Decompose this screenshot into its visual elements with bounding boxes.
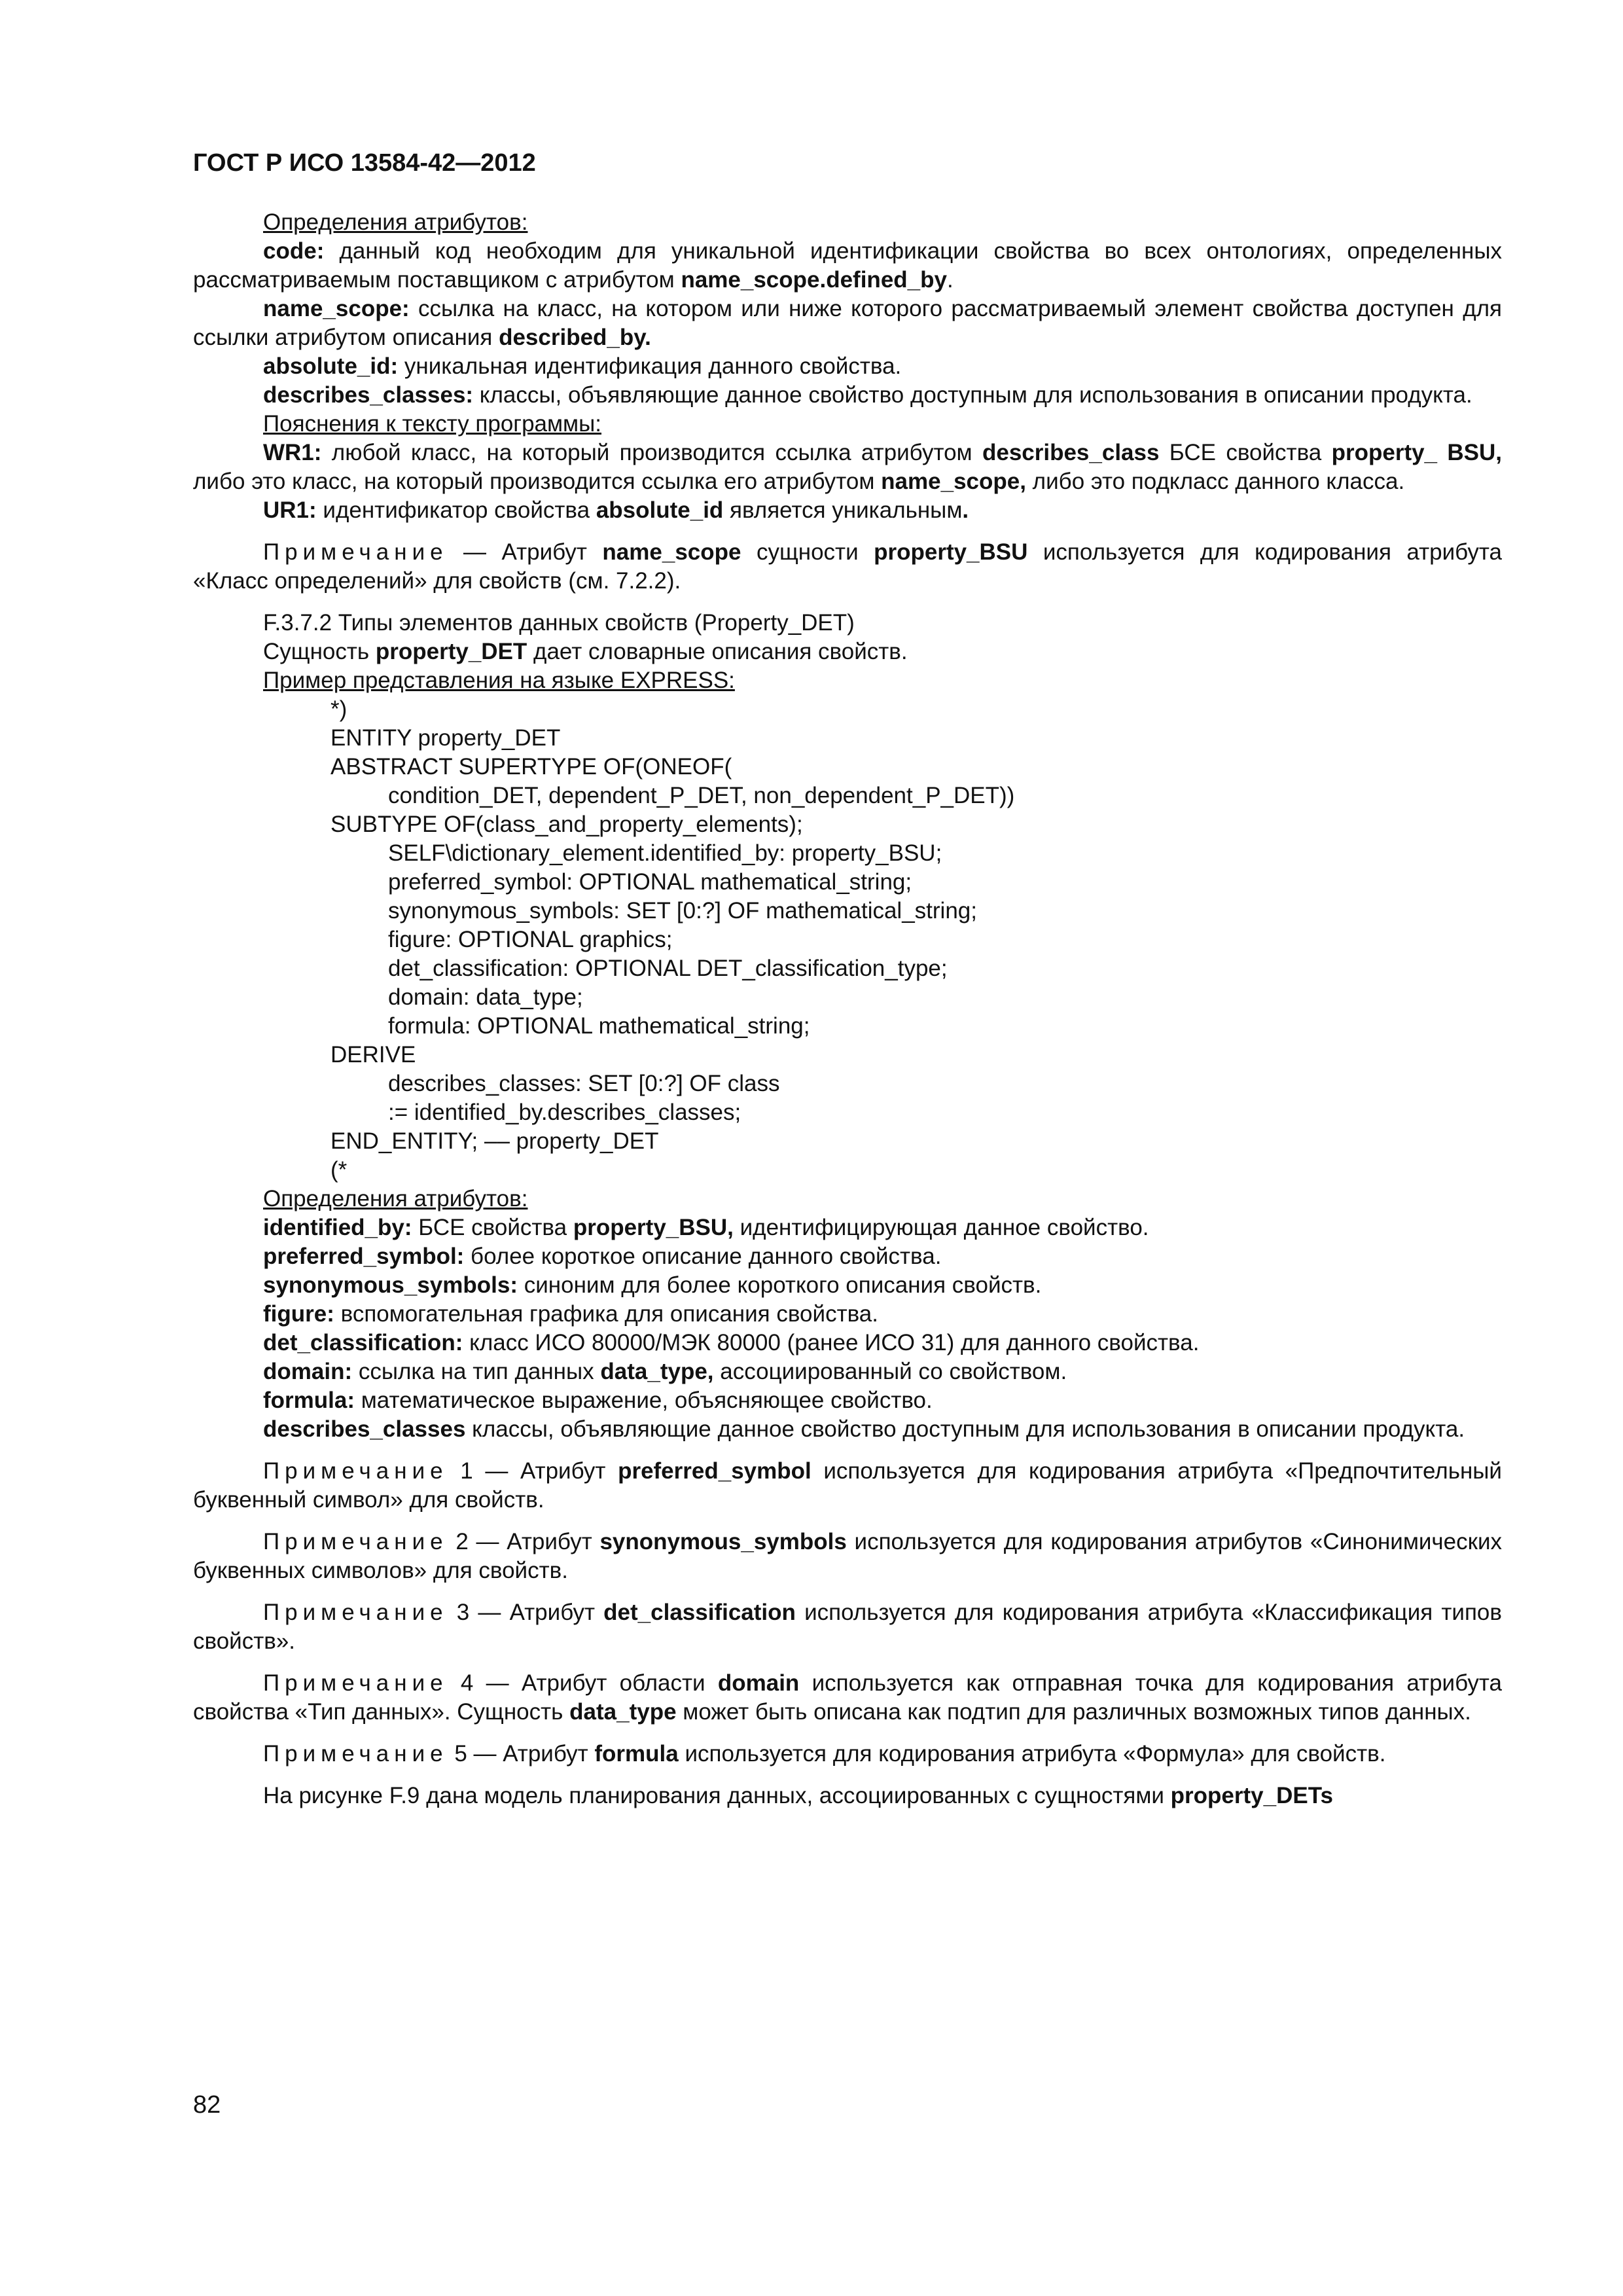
n5-b: используется для кодирования атрибута «Формула» для свойств. (678, 1741, 1386, 1767)
entity-description (193, 637, 1502, 666)
closing-paragraph (193, 1782, 1502, 1810)
def-describes-classes (193, 381, 1502, 410)
ps-text: более короткое описание данного свойства. (464, 1244, 942, 1269)
note-label: Примечание (263, 1741, 448, 1767)
code-line: describes_classes: SET [0:?] OF class (388, 1071, 780, 1096)
n5-a: 5 — Атрибут (448, 1741, 595, 1767)
term-code: code: (263, 238, 325, 264)
code-line: ENTITY property_DET (330, 725, 561, 751)
ref-data-type: data_type, (600, 1359, 714, 1384)
ref-property-dets: property_DETs (1170, 1783, 1333, 1808)
ref-property-det: property_DET (375, 639, 527, 664)
note-2 (193, 1528, 1502, 1585)
ref-property-bsu-note: property_BSU (874, 539, 1028, 565)
code-line: condition_DET, dependent_P_DET, non_dependent_P_DET)) (388, 783, 1015, 808)
note0-b: сущности (741, 539, 874, 565)
ur1-a: идентификатор свойства (316, 497, 596, 523)
term-synonymous-symbols: synonymous_symbols: (263, 1272, 518, 1298)
note-1 (193, 1457, 1502, 1515)
term-det-classification: det_classification: (263, 1330, 463, 1355)
program-notes-heading: Пояснения к тексту программы: (263, 411, 602, 437)
n4-c: может быть описана как подтип для различных возможных типов данных. (676, 1699, 1471, 1725)
code-line: formula: OPTIONAL mathematical_string; (388, 1013, 810, 1039)
term-wr1: WR1: (263, 440, 322, 465)
def-describes-classes-text: классы, объявляющие данное свойство доступным для использования в описании продукта. (473, 382, 1472, 408)
entity-b: дает словарные описания свойств. (527, 639, 908, 664)
note-4 (193, 1669, 1502, 1727)
n3-a: 3 — Атрибут (448, 1600, 604, 1625)
term-domain: domain: (263, 1359, 353, 1384)
ref-property-bsu: property_ BSU, (1331, 440, 1502, 465)
term-ur1: UR1: (263, 497, 317, 523)
ref-preferred-symbol: preferred_symbol (618, 1458, 812, 1484)
ref-name-scope-note: name_scope (602, 539, 741, 565)
n4-b: используется как отправная точка для кодирования атрибута свойства «Тип данных». Сущность (193, 1670, 1502, 1725)
dc-text-2: классы, объявляющие данное свойство доступным для использования в описании продукта. (465, 1416, 1465, 1442)
wr1-a: любой класс, на который производится ссылка атрибутом (321, 440, 982, 465)
note0-c: используется для кодирования атрибута «Класс определений» для свойств (см. 7.2.2). (193, 539, 1503, 594)
def-name-scope-text: ссылка на класс, на котором или ниже которого рассматриваемый элемент свойства доступен для ссылки атрибутом описания (193, 296, 1502, 350)
ur1-dot: . (962, 497, 969, 523)
rule-wr1 (193, 439, 1502, 496)
rule-ur1 (193, 496, 1502, 525)
ref-domain: domain (717, 1670, 800, 1696)
form-text: математическое выражение, объясняющее свойство. (355, 1388, 933, 1413)
page-number: 82 (193, 2091, 221, 2119)
n2-b: используется для кодирования атрибутов «Синонимических буквенных символов» для свойств. (193, 1529, 1502, 1583)
document-title: ГОСТ Р ИСО 13584-42—2012 (193, 149, 536, 177)
dom-b: ассоциированный со свойством. (713, 1359, 1067, 1384)
note-3 (193, 1598, 1502, 1656)
express-code-block (193, 695, 1502, 1185)
note0-a: — Атрибут (448, 539, 603, 565)
def-code-end: . (946, 267, 954, 293)
idb-a: БСЕ свойства (412, 1215, 573, 1240)
code-line: := identified_by.describes_classes; (388, 1100, 741, 1125)
wr1-b: БСЕ свойства (1159, 440, 1332, 465)
wr1-c: либо это класс, на который производится ссылка его атрибутом (193, 469, 882, 494)
term-describes-classes-2: describes_classes (263, 1416, 466, 1442)
def-domain (193, 1357, 1502, 1386)
entity-a: Сущность (263, 639, 376, 664)
ref-formula: formula (594, 1741, 679, 1767)
code-line: domain: data_type; (388, 984, 583, 1010)
ref-describes-class: describes_class (982, 440, 1160, 465)
n1-a: 1 — Атрибут (448, 1458, 618, 1484)
ref-absolute-id: absolute_id (596, 497, 724, 523)
note-label: Примечание (263, 1458, 448, 1484)
code-line: preferred_symbol: OPTIONAL mathematical_string; (388, 869, 912, 895)
code-line: synonymous_symbols: SET [0:?] OF mathematical_string; (388, 898, 977, 924)
section-f372-title: F.3.7.2 Типы элементов данных свойств (Property_DET) (263, 610, 855, 636)
express-example-heading: Пример представления на языке EXPRESS: (263, 668, 735, 693)
term-identified-by: identified_by: (263, 1215, 412, 1240)
n4-a: 4 — Атрибут области (448, 1670, 718, 1696)
fig-text: вспомогательная графика для описания свойства. (334, 1301, 878, 1327)
term-describes-classes: describes_classes: (263, 382, 474, 408)
def-absolute-id-text: уникальная идентификация данного свойства. (398, 353, 902, 379)
wr1-d: либо это подкласс данного класса. (1026, 469, 1405, 494)
note-label: Примечание (263, 539, 448, 565)
ref-property-bsu-2: property_BSU, (573, 1215, 734, 1240)
def-code-text: данный код необходим для уникальной идентификации свойства во всех онтологиях, определенных рассматриваемым поставщиком с атрибутом (193, 238, 1502, 293)
note-label: Примечание (263, 1670, 448, 1696)
ref-name-scope: name_scope, (881, 469, 1026, 494)
note-label: Примечание (263, 1529, 448, 1554)
n1-b: используется для кодирования атрибута «Предпочтительный буквенный символ» для свойств. (193, 1458, 1502, 1513)
n2-a: 2 — Атрибут (448, 1529, 600, 1554)
code-line: END_ENTITY; –– property_DET (330, 1128, 659, 1154)
term-formula: formula: (263, 1388, 355, 1413)
def-figure (193, 1300, 1502, 1329)
def-absolute-id (193, 352, 1502, 381)
term-figure: figure: (263, 1301, 334, 1327)
def-name-scope (193, 295, 1502, 352)
ref-name-scope-defined-by: name_scope.defined_by (681, 267, 947, 293)
n3-b: используется для кодирования атрибута «Классификация типов свойств». (193, 1600, 1502, 1654)
code-line: det_classification: OPTIONAL DET_classification_type; (388, 956, 948, 981)
ur1-b: является уникальным (723, 497, 963, 523)
code-line: *) (330, 696, 348, 722)
ref-described-by: described_by. (499, 325, 651, 350)
code-line: (* (330, 1157, 348, 1183)
note-label: Примечание (263, 1600, 448, 1625)
code-line: DERIVE (330, 1042, 416, 1067)
def-identified-by (193, 1213, 1502, 1242)
def-formula (193, 1386, 1502, 1415)
def-preferred-symbol (193, 1242, 1502, 1271)
def-code (193, 237, 1502, 295)
note-name-scope (193, 538, 1502, 596)
def-describes-classes-2 (193, 1415, 1502, 1444)
ref-synonymous-symbols: synonymous_symbols (599, 1529, 847, 1554)
attribute-definitions-heading-2: Определения атрибутов: (263, 1186, 528, 1211)
code-line: figure: OPTIONAL graphics; (388, 927, 673, 952)
document-body (193, 208, 1502, 1810)
ss-text: синоним для более короткого описания свойств. (518, 1272, 1042, 1298)
code-line: SELF\dictionary_element.identified_by: property_BSU; (388, 840, 942, 866)
dom-a: ссылка на тип данных (352, 1359, 601, 1384)
def-synonymous-symbols (193, 1271, 1502, 1300)
note-5 (193, 1740, 1502, 1768)
closing-a: На рисунке F.9 дана модель планирования данных, ассоциированных с сущностями (263, 1783, 1171, 1808)
idb-b: идентифицирующая данное свойство. (733, 1215, 1149, 1240)
code-line: ABSTRACT SUPERTYPE OF(ONEOF( (330, 754, 732, 780)
code-line: SUBTYPE OF(class_and_property_elements); (330, 812, 803, 837)
detc-text: класс ИСО 80000/МЭК 80000 (ранее ИСО 31) для данного свойства. (463, 1330, 1200, 1355)
attribute-definitions-heading: Определения атрибутов: (263, 209, 528, 235)
term-absolute-id: absolute_id: (263, 353, 399, 379)
term-name-scope: name_scope: (263, 296, 410, 321)
term-preferred-symbol: preferred_symbol: (263, 1244, 465, 1269)
ref-data-type-2: data_type (569, 1699, 677, 1725)
ref-det-classification: det_classification (603, 1600, 796, 1625)
def-det-classification (193, 1329, 1502, 1357)
